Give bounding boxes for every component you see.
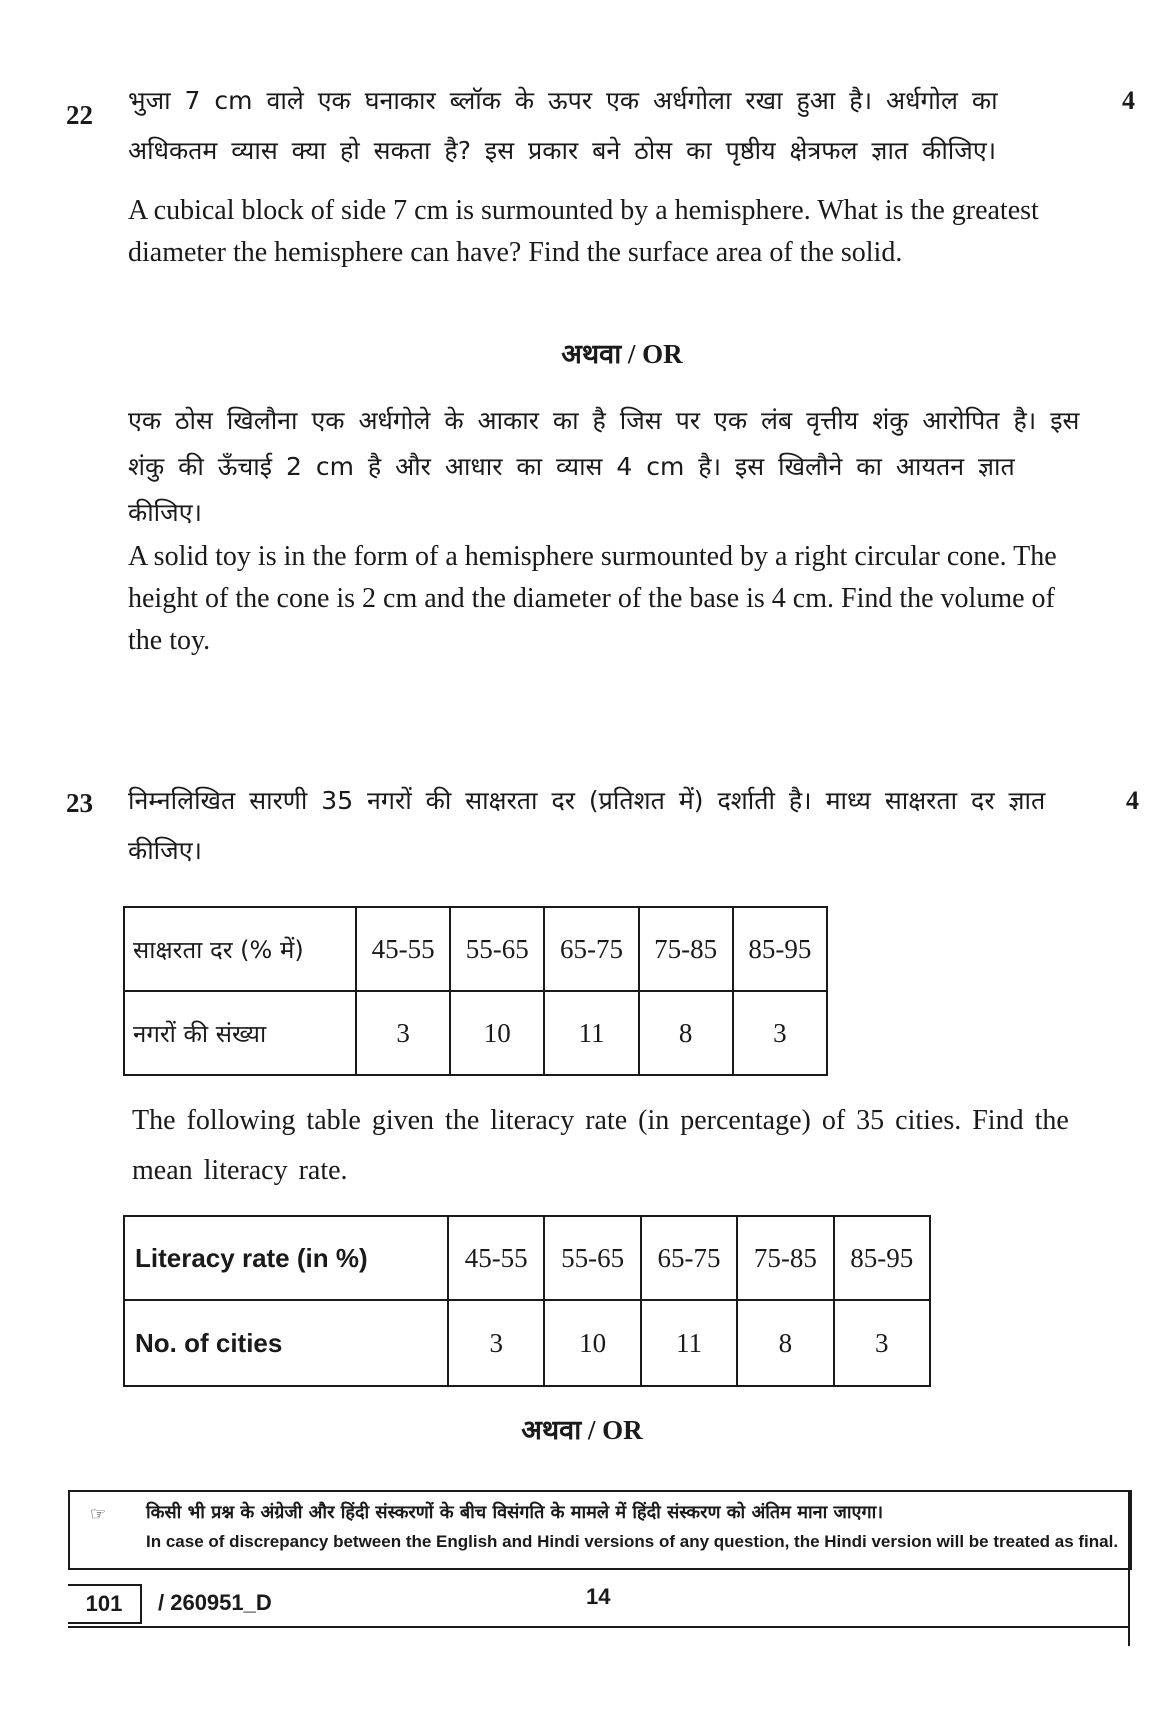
- table-cell: 11: [544, 991, 638, 1075]
- question-23-marks: 4: [1126, 786, 1139, 815]
- table-cell: 3: [834, 1300, 930, 1386]
- question-22-alt-hindi: एक ठोस खिलौना एक अर्धगोले के आकार का है जिस पर एक लंब वृत्तीय शंकु आरोपित है। इस शंकु की ऊँचाई 2 cm है और आधार का व्यास 4 cm है। इस खिलौने का आयतन ज्ञात कीजिए।: [128, 406, 1080, 527]
- discrepancy-notice: [68, 1490, 1132, 1570]
- table-cell: 10: [450, 991, 544, 1075]
- table-cell: 11: [641, 1300, 737, 1386]
- question-23-number: 23: [66, 788, 93, 818]
- question-22-hindi: भुजा 7 cm वाले एक घनाकार ब्लॉक के ऊपर एक अर्धगोला रखा हुआ है। अर्धगोल का अधिकतम व्यास क्या हो सकता है? इस प्रकार बने ठोस का पृष्ठीय क्षेत्रफल ज्ञात कीजिए।: [128, 86, 998, 165]
- table-cell: 55-65: [544, 1216, 640, 1300]
- paper-code: 101: [68, 1584, 142, 1624]
- table-row: [124, 907, 827, 991]
- or-separator-22: अथवा / OR: [561, 339, 683, 369]
- notice-hindi: किसी भी प्रश्न के अंग्रेजी और हिंदी संस्करणों के बीच विसंगति के मामले में हिंदी संस्करण को अंतिम माना जाएगा।: [146, 1502, 884, 1523]
- table-cell: 8: [737, 1300, 833, 1386]
- question-23-english: The following table given the literacy rate (in percentage) of 35 cities. Find the mean literacy rate.: [132, 1105, 1069, 1186]
- table-cell: 45-55: [356, 907, 450, 991]
- table-row: [124, 1300, 930, 1386]
- page-number: 14: [586, 1584, 611, 1609]
- question-22-alt-english: A solid toy is in the form of a hemisphere surmounted by a right circular cone. The height of the cone is 2 cm and the diameter of the base is 4 cm. Find the volume of the toy.: [128, 541, 1057, 656]
- table-cell: 55-65: [450, 907, 544, 991]
- table-cell: 3: [733, 991, 827, 1075]
- table-cell: 45-55: [448, 1216, 544, 1300]
- table-row-label: नगरों की संख्या: [124, 991, 356, 1075]
- literacy-table-english: [123, 1215, 931, 1387]
- pointing-hand-icon: ☞: [90, 1504, 107, 1524]
- page-footer: [68, 1568, 1128, 1628]
- notice-english: In case of discrepancy between the English and Hindi versions of any question, the Hindi version will be treated as final.: [146, 1532, 1119, 1551]
- table-row-label: No. of cities: [124, 1300, 448, 1386]
- table-row-label: साक्षरता दर (% में): [124, 907, 356, 991]
- or-separator-23: अथवा / OR: [521, 1415, 643, 1445]
- question-23-hindi: निम्नलिखित सारणी 35 नगरों की साक्षरता दर (प्रतिशत में) दर्शाती है। माध्य साक्षरता दर ज्ञात कीजिए।: [128, 786, 1046, 865]
- question-22-marks: 4: [1122, 86, 1135, 115]
- table-cell: 85-95: [733, 907, 827, 991]
- table-cell: 65-75: [641, 1216, 737, 1300]
- question-22-number: 22: [66, 100, 93, 130]
- table-cell: 8: [639, 991, 733, 1075]
- table-cell: 75-85: [639, 907, 733, 991]
- table-cell: 10: [544, 1300, 640, 1386]
- table-row: [124, 1216, 930, 1300]
- table-cell: 85-95: [834, 1216, 930, 1300]
- table-row: [124, 991, 827, 1075]
- table-cell: 75-85: [737, 1216, 833, 1300]
- literacy-table-hindi: [123, 906, 828, 1076]
- table-cell: 3: [356, 991, 450, 1075]
- table-cell: 65-75: [544, 907, 638, 991]
- table-cell: 3: [448, 1300, 544, 1386]
- footer-right-rule: [1128, 1490, 1130, 1646]
- paper-code-suffix: / 260951_D: [158, 1590, 272, 1615]
- table-row-label: Literacy rate (in %): [124, 1216, 448, 1300]
- question-22-english: A cubical block of side 7 cm is surmounted by a hemisphere. What is the greatest diameter the hemisphere can have? Find the surface area of the solid.: [128, 195, 1039, 268]
